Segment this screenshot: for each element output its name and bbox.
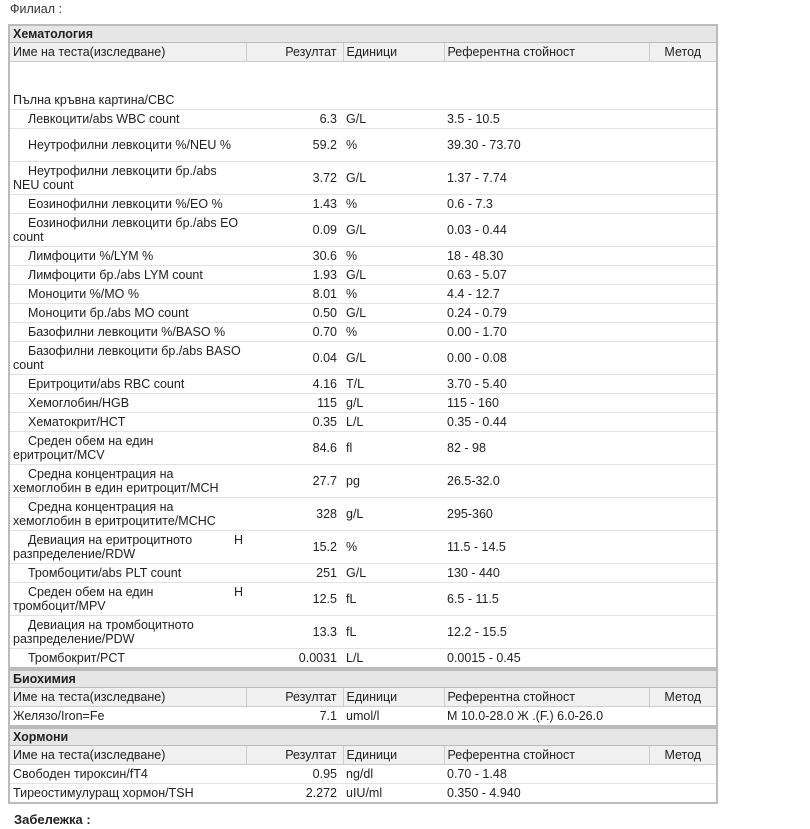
units: pg [343, 465, 444, 498]
header-name: Име на теста(изследване) [9, 43, 246, 62]
result-row [9, 649, 717, 669]
method [649, 342, 717, 375]
units: G/L [343, 304, 444, 323]
result-row [9, 465, 717, 498]
method [649, 616, 717, 649]
test-name [9, 498, 246, 531]
result-row [9, 432, 717, 465]
units: G/L [343, 342, 444, 375]
test-name [9, 394, 246, 413]
method [649, 195, 717, 214]
test-name [9, 129, 246, 162]
reference-range: 0.6 - 7.3 [444, 195, 649, 214]
result-value: 59.2 [246, 129, 343, 162]
test-name-text: Моноцити бр./abs MO count [28, 306, 189, 320]
result-value: 30.6 [246, 247, 343, 266]
result-row [9, 110, 717, 129]
method [649, 498, 717, 531]
method [649, 465, 717, 498]
result-row [9, 247, 717, 266]
units: fL [343, 583, 444, 616]
test-name-text: Среден обем на един тромбоцит/MPV [13, 585, 154, 613]
test-name-text: Тиреостимулуращ хормон/TSH [13, 786, 194, 800]
result-value: 8.01 [246, 285, 343, 304]
result-value: 1.43 [246, 195, 343, 214]
test-name-text: Среден обем на един еритроцит/MCV [13, 434, 154, 462]
method [649, 394, 717, 413]
reference-range: 0.35 - 0.44 [444, 413, 649, 432]
method [649, 214, 717, 247]
result-value: 0.95 [246, 765, 343, 784]
test-name [9, 214, 246, 247]
result-row [9, 129, 717, 162]
reference-range: 6.5 - 11.5 [444, 583, 649, 616]
result-row [9, 394, 717, 413]
test-name-text: Девиация на тромбоцитното разпределение/PDW [13, 618, 194, 646]
header-method: Метод [649, 43, 717, 62]
header-result: Резултат [246, 688, 343, 707]
test-name-text: Свободен тироксин/fT4 [13, 767, 148, 781]
section-title: Биохимия [9, 670, 717, 688]
test-name [9, 375, 246, 394]
method [649, 285, 717, 304]
test-name-text: Хемоглобин/HGB [28, 396, 130, 410]
method [649, 323, 717, 342]
result-value: 0.70 [246, 323, 343, 342]
method [649, 266, 717, 285]
test-name [9, 247, 246, 266]
test-name-text: Хематокрит/HCT [28, 415, 126, 429]
method [649, 162, 717, 195]
test-name [9, 432, 246, 465]
test-name [9, 765, 246, 784]
note-label: Забележка : [14, 812, 91, 827]
reference-range: 11.5 - 14.5 [444, 531, 649, 564]
units: G/L [343, 266, 444, 285]
result-row [9, 784, 717, 804]
header-name: Име на теста(изследване) [9, 688, 246, 707]
test-name [9, 531, 246, 564]
result-row [9, 323, 717, 342]
result-value: 3.72 [246, 162, 343, 195]
method [649, 375, 717, 394]
test-name-text: Лимфоцити %/LYM % [28, 249, 154, 263]
result-row [9, 214, 717, 247]
units: ng/dl [343, 765, 444, 784]
units: g/L [343, 498, 444, 531]
branch-label: Филиал : [10, 2, 62, 16]
test-name-text: Еритроцити/abs RBC count [28, 377, 185, 391]
result-value: 84.6 [246, 432, 343, 465]
test-name [9, 304, 246, 323]
result-row [9, 707, 717, 727]
reference-range: 130 - 440 [444, 564, 649, 583]
result-value: 12.5 [246, 583, 343, 616]
test-name [9, 564, 246, 583]
header-reference: Референтна стойност [444, 43, 649, 62]
units: % [343, 129, 444, 162]
section-title: Хематология [9, 25, 717, 43]
header-result: Резултат [246, 43, 343, 62]
result-value: 7.1 [246, 707, 343, 727]
test-name [9, 583, 246, 616]
result-value: 0.04 [246, 342, 343, 375]
units: % [343, 195, 444, 214]
test-name-text: Средна концентрация на хемоглобин в еритроцитите/MCHC [13, 500, 216, 528]
test-name [9, 342, 246, 375]
section-title-row [9, 728, 717, 746]
method [649, 649, 717, 669]
test-name [9, 162, 246, 195]
test-name-text: Девиация на еритроцитното разпределение/RDW [13, 533, 193, 561]
header-row [9, 746, 717, 765]
test-name-text: Базофилни левкоцити бр./abs BASO count [13, 344, 241, 372]
result-value: 6.3 [246, 110, 343, 129]
result-value: 15.2 [246, 531, 343, 564]
result-value: 0.09 [246, 214, 343, 247]
method [649, 765, 717, 784]
test-name-text: Базофилни левкоцити %/BASO % [28, 325, 226, 339]
reference-range: 0.350 - 4.940 [444, 784, 649, 804]
result-row [9, 498, 717, 531]
header-result: Резултат [246, 746, 343, 765]
result-row [9, 285, 717, 304]
reference-range: 82 - 98 [444, 432, 649, 465]
units: umol/l [343, 707, 444, 727]
header-row [9, 688, 717, 707]
reference-range: 1.37 - 7.74 [444, 162, 649, 195]
units: % [343, 285, 444, 304]
reference-range: 4.4 - 12.7 [444, 285, 649, 304]
reference-range: 12.2 - 15.5 [444, 616, 649, 649]
units: % [343, 323, 444, 342]
test-name [9, 323, 246, 342]
result-value: 0.50 [246, 304, 343, 323]
header-units: Единици [343, 746, 444, 765]
hematology-table [8, 24, 718, 669]
units: L/L [343, 649, 444, 669]
section-title-row [9, 25, 717, 43]
units: G/L [343, 214, 444, 247]
header-method: Метод [649, 746, 717, 765]
result-row [9, 564, 717, 583]
result-value: 13.3 [246, 616, 343, 649]
header-method: Метод [649, 688, 717, 707]
test-name-text: Лимфоцити бр./abs LYM count [28, 268, 203, 282]
header-reference: Референтна стойност [444, 746, 649, 765]
test-name [9, 413, 246, 432]
reference-range: 3.5 - 10.5 [444, 110, 649, 129]
test-name-text: Моноцити %/MO % [28, 287, 139, 301]
result-row [9, 266, 717, 285]
test-name-text: Еозинофилни левкоцити бр./abs EO count [13, 216, 239, 244]
result-row [9, 531, 717, 564]
units: G/L [343, 162, 444, 195]
test-name [9, 110, 246, 129]
method [649, 583, 717, 616]
result-value: 251 [246, 564, 343, 583]
test-name [9, 649, 246, 669]
test-name [9, 707, 246, 727]
test-name-text: Тромбоцити/abs PLT count [28, 566, 182, 580]
reference-range: 0.03 - 0.44 [444, 214, 649, 247]
units: uIU/ml [343, 784, 444, 804]
result-value: 4.16 [246, 375, 343, 394]
result-value: 0.35 [246, 413, 343, 432]
method [649, 564, 717, 583]
result-row [9, 616, 717, 649]
test-name-text: Желязо/Iron=Fe [13, 709, 105, 723]
reference-range: 0.70 - 1.48 [444, 765, 649, 784]
result-row [9, 375, 717, 394]
method [649, 304, 717, 323]
reference-range: 18 - 48.30 [444, 247, 649, 266]
test-name-text: Тромбокрит/PCT [28, 651, 126, 665]
test-name [9, 266, 246, 285]
header-reference: Референтна стойност [444, 688, 649, 707]
result-row [9, 304, 717, 323]
reference-range: 0.00 - 0.08 [444, 342, 649, 375]
result-row [9, 413, 717, 432]
reference-range: 295-360 [444, 498, 649, 531]
units: g/L [343, 394, 444, 413]
reference-range: 0.63 - 5.07 [444, 266, 649, 285]
result-row [9, 195, 717, 214]
units: % [343, 531, 444, 564]
result-row [9, 583, 717, 616]
reference-range: 3.70 - 5.40 [444, 375, 649, 394]
test-name [9, 784, 246, 804]
method [649, 413, 717, 432]
abnormal-flag: H [233, 585, 243, 599]
result-row [9, 342, 717, 375]
units: T/L [343, 375, 444, 394]
test-name-text: Неутрофилни левкоцити %/NEU % [28, 138, 231, 152]
result-value: 0.0031 [246, 649, 343, 669]
reference-range: 26.5-32.0 [444, 465, 649, 498]
test-name-text: Неутрофилни левкоцити бр./abs NEU count [13, 164, 217, 192]
units: G/L [343, 564, 444, 583]
test-name [9, 285, 246, 304]
units: L/L [343, 413, 444, 432]
result-value: 115 [246, 394, 343, 413]
test-name [9, 616, 246, 649]
section-title-row [9, 670, 717, 688]
reference-range: 115 - 160 [444, 394, 649, 413]
units: fl [343, 432, 444, 465]
method [649, 707, 717, 727]
abnormal-flag: H [233, 533, 243, 547]
test-name-text: Левкоцити/abs WBC count [28, 112, 180, 126]
reference-range: 0.0015 - 0.45 [444, 649, 649, 669]
reference-range: M 10.0-28.0 Ж .(F.) 6.0-26.0 [444, 707, 649, 727]
units: G/L [343, 110, 444, 129]
result-value: 27.7 [246, 465, 343, 498]
result-row [9, 765, 717, 784]
header-row [9, 43, 717, 62]
test-name [9, 195, 246, 214]
method [649, 784, 717, 804]
result-value: 2.272 [246, 784, 343, 804]
test-name [9, 465, 246, 498]
header-name: Име на теста(изследване) [9, 746, 246, 765]
reference-range: 0.00 - 1.70 [444, 323, 649, 342]
reference-range: 39.30 - 73.70 [444, 129, 649, 162]
method [649, 110, 717, 129]
reference-range: 0.24 - 0.79 [444, 304, 649, 323]
group-label: Пълна кръвна картина/CBC [13, 93, 175, 107]
method [649, 432, 717, 465]
result-row [9, 162, 717, 195]
units: fL [343, 616, 444, 649]
group-row [9, 62, 717, 110]
section-title: Хормони [9, 728, 717, 746]
test-name-text: Еозинофилни левкоцити %/EO % [28, 197, 223, 211]
method [649, 531, 717, 564]
header-units: Единици [343, 688, 444, 707]
method [649, 129, 717, 162]
units: % [343, 247, 444, 266]
result-value: 328 [246, 498, 343, 531]
test-name-text: Средна концентрация на хемоглобин в един еритроцит/MCH [13, 467, 219, 495]
hormones-table [8, 727, 718, 804]
results-tables [8, 24, 716, 804]
method [649, 247, 717, 266]
biochemistry-table [8, 669, 718, 727]
result-value: 1.93 [246, 266, 343, 285]
header-units: Единици [343, 43, 444, 62]
